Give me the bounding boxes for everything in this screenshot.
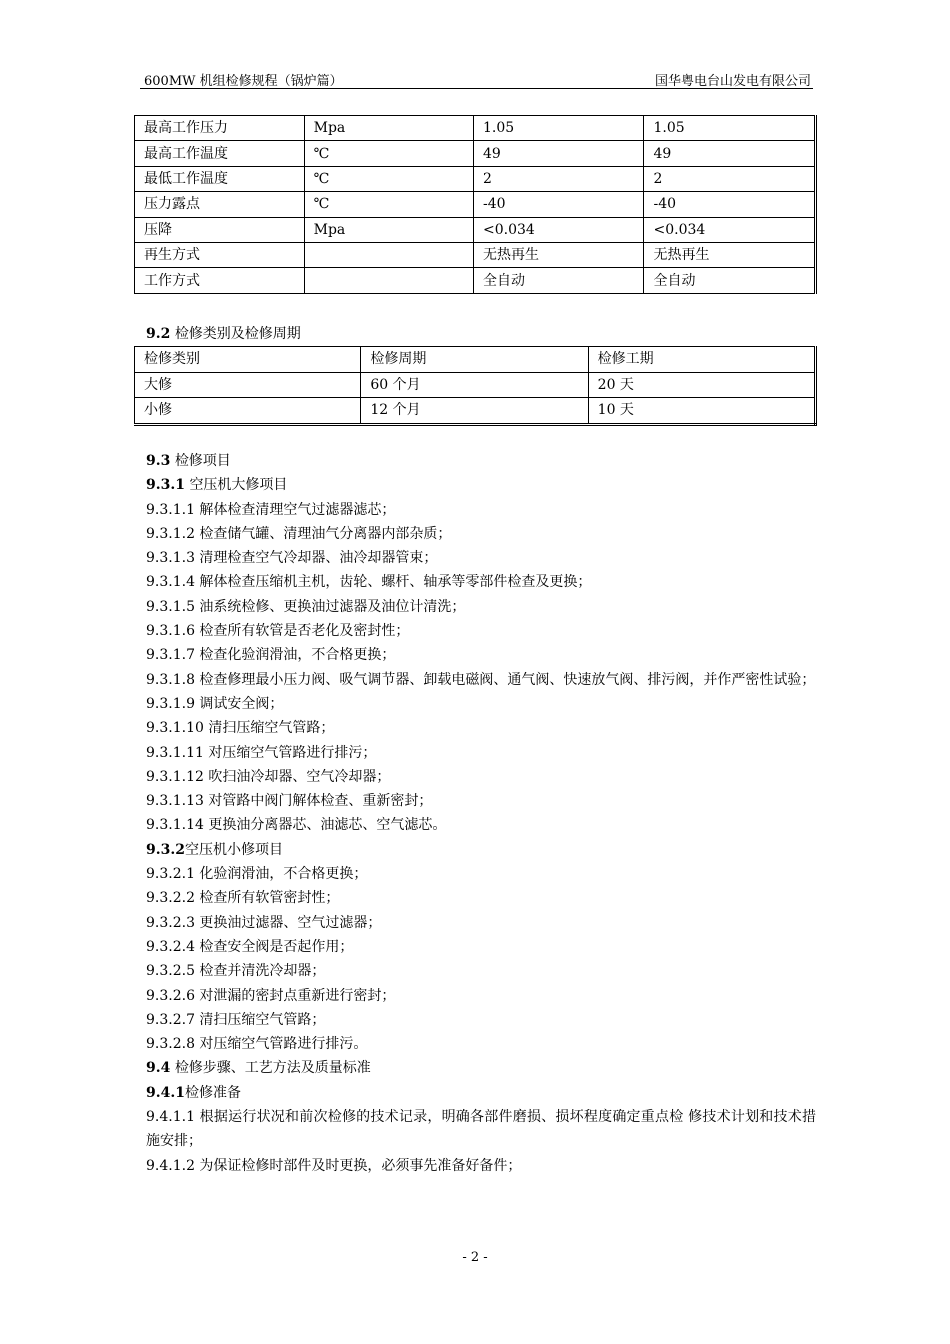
table-cell: 工作方式 xyxy=(135,268,305,293)
list-item: 9.4.1.1 根据运行状况和前次检修的技术记录，明确各部件磨损、损坏程度确定重点检 修技术计划和技术措施安排； xyxy=(146,1109,816,1150)
section-number: 9.4.1 xyxy=(146,1084,185,1101)
list-item: 9.3.1.3 清理检查空气冷却器、油冷却器管束； xyxy=(146,550,438,567)
list-item: 9.3.2.8 对压缩空气管路进行排污。 xyxy=(146,1036,368,1053)
table-cell: 无热再生 xyxy=(474,242,644,267)
table-cell: -40 xyxy=(644,192,816,217)
minor-repair-items-list xyxy=(146,862,816,1056)
list-item: 9.3.2.7 清扫压缩空气管路； xyxy=(146,1011,326,1028)
table-cell: 20 天 xyxy=(588,372,815,398)
table-row xyxy=(135,217,816,242)
list-item: 9.3.1.14 更换油分离器芯、油滤芯、空气滤芯。 xyxy=(146,817,447,834)
list-item: 9.3.1.10 清扫压缩空气管路； xyxy=(146,720,335,737)
list-item: 9.4.1.2 为保证检修时部件及时更换，必须事先准备好备件； xyxy=(146,1157,522,1174)
table-cell: 大修 xyxy=(135,372,361,398)
list-item: 9.3.2.3 更换油过滤器、空气过滤器； xyxy=(146,914,382,931)
table-row xyxy=(135,372,816,398)
section-title: 检修类别及检修周期 xyxy=(174,326,301,342)
list-item: 9.3.2.1 化验润滑油，不合格更换； xyxy=(146,866,368,883)
list-item: 9.3.1.8 检查修理最小压力阀、吸气调节器、卸载电磁阀、通气阀、快速放气阀、排污阀，并作严密性试验； xyxy=(146,671,816,688)
section-heading-9-4-1 xyxy=(146,1081,816,1105)
table-cell: 60 个月 xyxy=(361,372,588,398)
table-cell: 12 个月 xyxy=(361,398,588,425)
list-item: 9.3.1.7 检查化验润滑油，不合格更换； xyxy=(146,647,396,664)
table-cell: ℃ xyxy=(304,166,473,191)
table-cell: Mpa xyxy=(304,116,473,141)
table-cell: 49 xyxy=(474,141,644,166)
section-number: 9.3.1 xyxy=(146,477,185,494)
table-row xyxy=(135,242,816,267)
maintenance-cycle-table xyxy=(134,346,817,426)
list-item: 9.3.1.5 油系统检修、更换油过滤器及油位计清洗； xyxy=(146,598,466,615)
body-text xyxy=(146,449,816,1178)
table-cell xyxy=(304,268,473,293)
table-cell: 无热再生 xyxy=(644,242,816,267)
section-title: 检修步骤、工艺方法及质量标准 xyxy=(174,1060,371,1077)
table-cell: 压力露点 xyxy=(135,192,305,217)
list-item: 9.3.2.2 检查所有软管密封性； xyxy=(146,890,340,907)
table-cell: 49 xyxy=(644,141,816,166)
list-item: 9.3.2.6 对泄漏的密封点重新进行密封； xyxy=(146,987,396,1004)
table-header-cell: 检修周期 xyxy=(361,347,588,373)
section-heading-9-3 xyxy=(146,449,816,473)
section-number: 9.2 xyxy=(146,326,171,342)
list-item: 9.3.1.1 解体检查清理空气过滤器滤芯； xyxy=(146,501,396,518)
overhaul-items-list xyxy=(146,498,816,838)
section-number: 9.3.2 xyxy=(146,841,185,858)
table-cell: 最低工作温度 xyxy=(135,166,305,191)
table-cell: 再生方式 xyxy=(135,242,305,267)
table-cell: ℃ xyxy=(304,141,473,166)
table-row xyxy=(135,268,816,293)
table-cell: 全自动 xyxy=(644,268,816,293)
list-item: 9.3.2.5 检查并清洗冷却器； xyxy=(146,963,326,980)
list-item: 9.3.1.4 解体检查压缩机主机，齿轮、螺杆、轴承等零部件检查及更换； xyxy=(146,574,592,591)
section-number: 9.3 xyxy=(146,453,171,469)
table-cell: 1.05 xyxy=(474,116,644,141)
section-title: 空压机小修项目 xyxy=(184,841,283,858)
table-cell: 1.05 xyxy=(644,116,816,141)
list-item: 9.3.1.11 对压缩空气管路进行排污； xyxy=(146,744,377,761)
list-item: 9.3.1.13 对管路中阀门解体检查、重新密封； xyxy=(146,793,433,810)
section-number: 9.4 xyxy=(146,1060,171,1077)
table-cell: 10 天 xyxy=(588,398,815,425)
table-cell xyxy=(304,242,473,267)
table-cell: <0.034 xyxy=(474,217,644,242)
table-cell: 2 xyxy=(644,166,816,191)
table-row xyxy=(135,398,816,425)
table-row xyxy=(135,141,816,166)
list-item: 9.3.2.4 检查安全阀是否起作用； xyxy=(146,938,354,955)
list-item: 9.3.1.9 调试安全阀； xyxy=(146,695,284,712)
section-title: 检修项目 xyxy=(174,453,231,469)
table-cell: 最高工作温度 xyxy=(135,141,305,166)
table-cell: 小修 xyxy=(135,398,361,425)
page-header xyxy=(140,68,813,89)
preparation-items-list xyxy=(146,1105,816,1178)
table-header-cell: 检修类别 xyxy=(135,347,361,373)
table-cell: 全自动 xyxy=(474,268,644,293)
header-document-title: 600MW 机组检修规程（锅炉篇） xyxy=(144,74,343,89)
table-row xyxy=(135,166,816,191)
list-item: 9.3.1.6 检查所有软管是否老化及密封性； xyxy=(146,623,410,640)
page-number: - 2 - xyxy=(462,1250,488,1265)
table-cell: <0.034 xyxy=(644,217,816,242)
spec-table xyxy=(134,115,817,294)
section-title: 检修准备 xyxy=(184,1084,241,1101)
section-title: 空压机大修项目 xyxy=(189,477,288,494)
table-cell: ℃ xyxy=(304,192,473,217)
table-row xyxy=(135,116,816,141)
section-heading-9-3-2 xyxy=(146,838,816,862)
table-cell: 最高工作压力 xyxy=(135,116,305,141)
table-cell: -40 xyxy=(474,192,644,217)
section-heading-9-4 xyxy=(146,1056,816,1080)
header-company-name: 国华粤电台山发电有限公司 xyxy=(654,74,811,89)
list-item: 9.3.1.12 吹扫油冷却器、空气冷却器； xyxy=(146,768,391,785)
section-heading-9-2 xyxy=(146,323,301,343)
table-cell: Mpa xyxy=(304,217,473,242)
table-cell: 压降 xyxy=(135,217,305,242)
table-header-row xyxy=(135,347,816,373)
list-item: 9.3.1.2 检查储气罐、清理油气分离器内部杂质； xyxy=(146,525,452,542)
table-header-cell: 检修工期 xyxy=(588,347,815,373)
table-row xyxy=(135,192,816,217)
table-cell: 2 xyxy=(474,166,644,191)
section-heading-9-3-1 xyxy=(146,473,816,497)
